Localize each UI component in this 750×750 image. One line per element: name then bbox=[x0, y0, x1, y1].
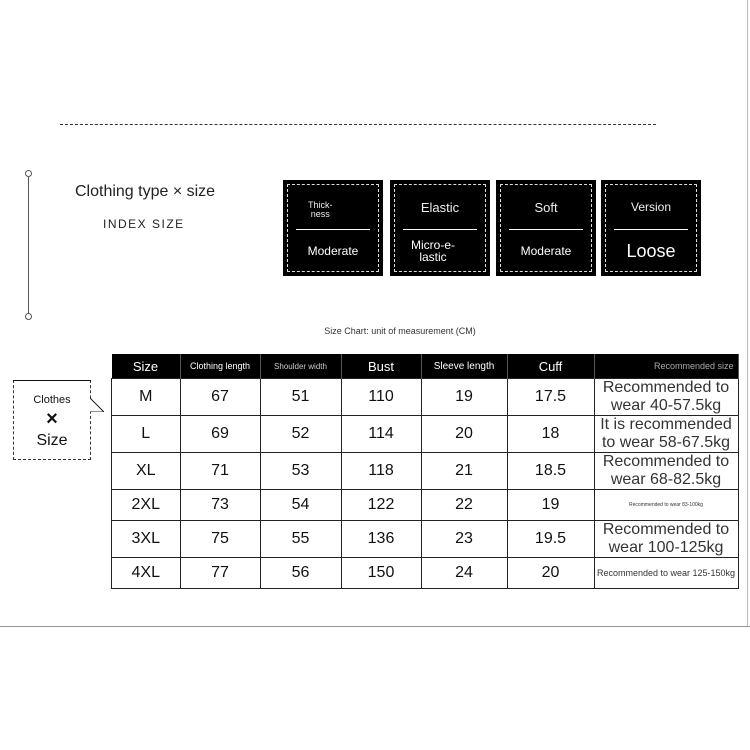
cell-clothing-length: 71 bbox=[180, 453, 260, 490]
column-header-cuff: Cuff bbox=[507, 354, 594, 379]
cell-size: XL bbox=[112, 453, 181, 490]
cell-bust: 110 bbox=[341, 379, 421, 416]
cell-shoulder-width: 52 bbox=[260, 416, 341, 453]
section-heading: Clothing type × size bbox=[75, 183, 216, 200]
cell-bust: 118 bbox=[341, 453, 421, 490]
attribute-value: Moderate bbox=[307, 244, 359, 258]
accent-dot-bottom bbox=[25, 313, 32, 320]
cell-shoulder-width: 55 bbox=[260, 521, 341, 558]
size-table bbox=[111, 354, 739, 589]
bottom-border bbox=[0, 626, 750, 627]
attribute-value: Loose bbox=[626, 240, 676, 261]
attribute-divider bbox=[509, 229, 583, 230]
column-header-clothing-length: Clothing length bbox=[180, 354, 260, 379]
cell-cuff: 18 bbox=[507, 416, 594, 453]
cell-clothing-length: 77 bbox=[180, 558, 260, 589]
attribute-tile-soft bbox=[496, 180, 596, 276]
attribute-divider bbox=[614, 229, 688, 230]
attribute-label: Soft bbox=[534, 199, 558, 215]
badge-size-label: Size bbox=[36, 432, 68, 449]
attribute-value: Micro-e- lastic bbox=[411, 238, 455, 264]
badge-clothes-label: Clothes bbox=[33, 394, 71, 406]
cell-recommended-size: Recommended to wear 83-100kg bbox=[594, 490, 738, 521]
top-dashed-divider bbox=[60, 124, 656, 125]
cell-cuff: 20 bbox=[507, 558, 594, 589]
table-row bbox=[112, 379, 739, 416]
cell-recommended-size: Recommended to wear 125-150kg bbox=[594, 558, 738, 589]
cell-cuff: 18.5 bbox=[507, 453, 594, 490]
cell-cuff: 19.5 bbox=[507, 521, 594, 558]
attribute-tile-version bbox=[601, 180, 701, 276]
table-row bbox=[112, 558, 739, 589]
cell-sleeve-length: 24 bbox=[421, 558, 507, 589]
table-row bbox=[112, 453, 739, 490]
size-chart-caption: Size Chart: unit of measurement (CM) bbox=[324, 326, 476, 336]
cell-size: L bbox=[112, 416, 181, 453]
attribute-divider bbox=[403, 229, 477, 230]
cell-sleeve-length: 20 bbox=[421, 416, 507, 453]
column-header-sleeve-length: Sleeve length bbox=[421, 354, 507, 379]
cell-shoulder-width: 51 bbox=[260, 379, 341, 416]
cell-sleeve-length: 19 bbox=[421, 379, 507, 416]
table-row bbox=[112, 521, 739, 558]
cell-recommended-size: Recommended to wear 68-82.5kg bbox=[594, 453, 738, 490]
cell-size: 2XL bbox=[112, 490, 181, 521]
column-header-recommended-size: Recommended size bbox=[594, 354, 738, 379]
cell-shoulder-width: 56 bbox=[260, 558, 341, 589]
cell-shoulder-width: 53 bbox=[260, 453, 341, 490]
cell-clothing-length: 67 bbox=[180, 379, 260, 416]
index-size-label: INDEX SIZE bbox=[103, 217, 185, 231]
table-row bbox=[112, 416, 739, 453]
column-header-shoulder-width: Shoulder width bbox=[260, 354, 341, 379]
cross-icon: × bbox=[46, 408, 58, 430]
cell-recommended-size: It is recommended to wear 58-67.5kg bbox=[594, 416, 738, 453]
column-header-size: Size bbox=[112, 354, 181, 379]
cell-sleeve-length: 22 bbox=[421, 490, 507, 521]
cell-bust: 136 bbox=[341, 521, 421, 558]
cell-shoulder-width: 54 bbox=[260, 490, 341, 521]
badge-top-edge bbox=[13, 380, 91, 381]
cell-cuff: 19 bbox=[507, 490, 594, 521]
cell-size: 4XL bbox=[112, 558, 181, 589]
badge-pointer bbox=[90, 398, 104, 412]
vertical-accent-line bbox=[28, 175, 29, 315]
cell-clothing-length: 69 bbox=[180, 416, 260, 453]
attribute-tile-elastic bbox=[390, 180, 490, 276]
attribute-label: Thick- ness bbox=[308, 200, 333, 219]
clothes-size-badge bbox=[13, 380, 91, 460]
attribute-value: Moderate bbox=[520, 244, 572, 258]
attribute-label: Elastic bbox=[420, 199, 460, 215]
cell-recommended-size: Recommended to wear 100-125kg bbox=[594, 521, 738, 558]
column-header-bust: Bust bbox=[341, 354, 421, 379]
cell-bust: 122 bbox=[341, 490, 421, 521]
cell-size: 3XL bbox=[112, 521, 181, 558]
accent-dot-top bbox=[25, 170, 32, 177]
cell-bust: 114 bbox=[341, 416, 421, 453]
table-row bbox=[112, 490, 739, 521]
right-border bbox=[747, 0, 748, 626]
attribute-label: Version bbox=[630, 200, 672, 214]
attribute-tile-thickness bbox=[283, 180, 383, 276]
table-header-row bbox=[112, 354, 739, 379]
cell-size: M bbox=[112, 379, 181, 416]
cell-recommended-size: Recommended to wear 40-57.5kg bbox=[594, 379, 738, 416]
attribute-divider bbox=[296, 229, 370, 230]
cell-cuff: 17.5 bbox=[507, 379, 594, 416]
cell-bust: 150 bbox=[341, 558, 421, 589]
cell-clothing-length: 73 bbox=[180, 490, 260, 521]
cell-sleeve-length: 23 bbox=[421, 521, 507, 558]
cell-sleeve-length: 21 bbox=[421, 453, 507, 490]
cell-clothing-length: 75 bbox=[180, 521, 260, 558]
